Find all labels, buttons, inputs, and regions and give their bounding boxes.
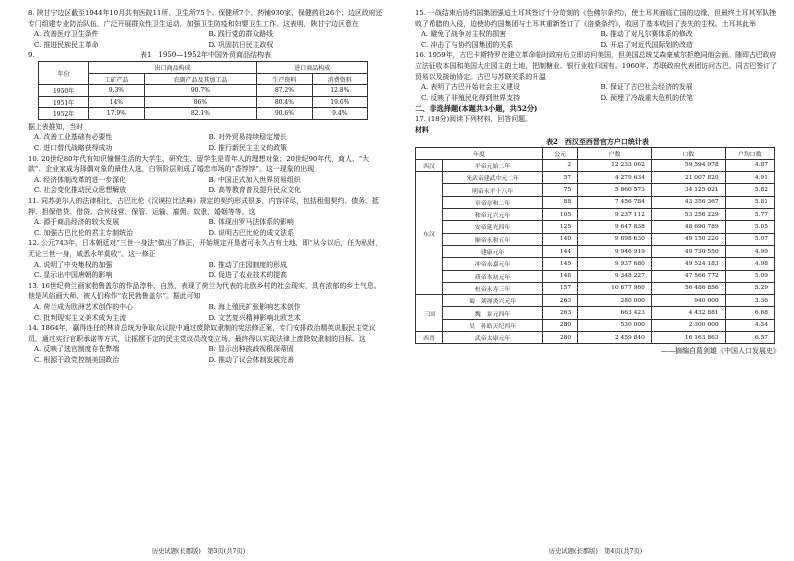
option-c[interactable]: C. 推进民族民主革命 — [34, 40, 99, 49]
option-c[interactable]: C. 根源于政党控制美国政治 — [34, 355, 120, 364]
dynasty-cell: 东汉 — [416, 172, 443, 295]
question-stem: 16. 1959年，古巴卡斯特罗在建立革命临时政府后立即访问美国，但美国总统艾森豪威尔拒绝同他会面。随即古巴政府立法征收本国和美国大庄园主的土地，把制糖业、银行业收归国有。1960年，苏联政府代表团访问古巴，同古巴签订了贸易以及援助协定。古巴与苏联关系的升温 — [415, 51, 778, 81]
row-year: 1951年 — [39, 96, 89, 108]
reign-cell: 桓帝永寿三年 — [443, 282, 543, 294]
option-d[interactable]: D. 推行新民主主义的政策 — [208, 144, 288, 153]
question-stem: 10. 20世纪80年代有知识憧憬生活的大学生、研究生、留学生是青年人的理想对象；20世纪90年代，商人、“大款”、企业家成为择偶对象的最佳人选，白领阶层则成了婚恋市场的“香饽饽”。这一现象的出现 — [28, 154, 370, 174]
option-b[interactable]: B. 保证了古巴社会经济的发展 — [600, 83, 693, 92]
cell: 90.6% — [257, 108, 312, 120]
reign-cell: 质帝本初元年 — [443, 270, 543, 282]
hh-cell: 7 456 784 — [578, 196, 652, 208]
table-row — [416, 245, 775, 257]
avg-cell: 5.09 — [725, 270, 774, 282]
hh-cell: 9 237 112 — [578, 209, 652, 221]
question-8 — [28, 8, 383, 50]
option-c[interactable]: C. 反映了非殖民化得到世界支持 — [421, 93, 520, 102]
options — [421, 29, 780, 50]
option-a[interactable]: A. 改善工业基础有必要性 — [34, 133, 113, 142]
pop-cell: 2 300 000 — [651, 319, 725, 331]
options — [34, 132, 383, 153]
reign-cell: 魏 景元四年 — [443, 307, 543, 319]
option-a[interactable]: A. 改善医疗卫生条件 — [34, 30, 99, 39]
option-a[interactable]: A. 说明了中央集权的加强 — [34, 260, 113, 269]
page-footer: 历史试题(长郡版) 第4页(共7页) — [548, 548, 643, 555]
ad-cell: 146 — [543, 270, 578, 282]
avg-cell: 5.77 — [725, 209, 774, 221]
table-row — [416, 233, 775, 245]
header-ad: 公元 — [543, 147, 578, 159]
pop-cell: 49 150 220 — [651, 233, 725, 245]
reign-cell: 建康元年 — [443, 245, 543, 257]
reign-cell: 顺帝永和五年 — [443, 233, 543, 245]
reign-cell: 章帝章和二年 — [443, 196, 543, 208]
hh-cell: 9 946 919 — [578, 245, 652, 257]
ad-cell: 2 — [543, 159, 578, 171]
options — [34, 175, 383, 196]
hh-cell: 9 937 680 — [578, 258, 652, 270]
hh-cell: 2 459 840 — [578, 331, 652, 343]
options — [34, 260, 383, 281]
ad-cell: 263 — [543, 295, 578, 307]
ad-cell: 125 — [543, 221, 578, 233]
ad-cell: 280 — [543, 331, 578, 343]
header-avg: 户均口数 — [725, 147, 774, 159]
avg-cell: 5.07 — [725, 233, 774, 245]
subheader: 农副产品及其加工品 — [144, 73, 257, 85]
pop-cell: 43 356 367 — [651, 196, 725, 208]
avg-cell: 5.82 — [725, 184, 774, 196]
question-stem: 12. 公元743年，日本朝廷对“三世一身法”做出了修正，开始规定开垦者可永久占有土地，即“从今以后，任为私财，无论三世一身，咸悉永年莫收”。这一修正 — [28, 239, 382, 258]
option-b[interactable]: B. 体现出罗马法体系的影响 — [208, 218, 294, 227]
table-row — [416, 307, 775, 319]
reign-cell: 蜀 刘禅炎兴元年 — [443, 295, 543, 307]
reign-cell: 武帝太康元年 — [443, 331, 543, 343]
question-stem: 据上表推知，当时 — [28, 122, 84, 131]
reign-cell: 平帝元始二年 — [443, 159, 543, 171]
header-population: 口数 — [651, 147, 725, 159]
option-d[interactable]: D. 促进了农业技术的提高 — [208, 271, 288, 280]
ad-cell: 280 — [543, 319, 578, 331]
hh-cell: 530 000 — [578, 319, 652, 331]
question-stem: 13. 16世纪荷兰画家勃鲁盖尔的作品淳朴、自然，表现了荷兰为代表的北欧乡村的社会现实，具有浓郁的乡土气息。他是风俗画大师，被人们称作“农民勃鲁盖尔”。据此可知 — [28, 281, 381, 301]
question-9 — [28, 50, 383, 153]
hh-cell: 12 233 062 — [578, 159, 652, 171]
ad-cell: 145 — [543, 258, 578, 270]
cell: 90.7% — [144, 85, 257, 97]
cell: 17.9% — [89, 108, 144, 120]
option-b[interactable]: B. 推动了庄园制度的形成 — [208, 260, 287, 269]
avg-cell: 5.29 — [725, 282, 774, 294]
table-row — [416, 209, 775, 221]
avg-cell: 4.87 — [725, 159, 774, 171]
table-row — [416, 159, 775, 171]
option-d[interactable]: D. 开启了对近代国际划的改造 — [600, 40, 693, 49]
hh-cell: 663 423 — [578, 307, 652, 319]
hh-cell: 9 348 227 — [578, 270, 652, 282]
trade-structure-table — [38, 61, 368, 120]
dynasty-cell: 三国 — [416, 295, 443, 332]
subheader: 工矿产品 — [89, 73, 144, 85]
option-a[interactable]: A. 源于商品经济的较大发展 — [34, 218, 120, 227]
material-label: 材料 — [415, 125, 429, 134]
table-row — [416, 331, 775, 343]
question-12 — [28, 238, 383, 280]
cell: 80.4% — [257, 96, 312, 108]
pop-cell: 56 486 856 — [651, 282, 725, 294]
option-d[interactable]: D. 说明古巴比伦的成文法系 — [208, 228, 294, 237]
option-d[interactable]: D. 文艺复兴精神影响北欧艺术 — [208, 313, 301, 322]
reign-cell: 吴 孙皓天纪四年 — [443, 319, 543, 331]
table-row — [39, 108, 368, 120]
question-13 — [28, 281, 383, 323]
table-row — [416, 172, 775, 184]
population-table — [415, 147, 775, 345]
hh-cell: 9 647 838 — [578, 221, 652, 233]
question-stem: 14. 1864年，赢得连任的林肯总统为争取众议院中通过废除奴隶制的宪法修正案，专门安排政治精英说服民主党议员，通过实行官职承诺等方式，让摇摆不定的民主党议员改变立场，最终得以实现法律上废除奴隶制的目标。这 — [28, 324, 376, 343]
question-stem: 8. 陕甘宁边区截至1944年10月共有医院11所、卫生所75个、保健所7个、药铺930家、保健药社26个；边区政府还专门组建专业防治队伍，广泛开展群众性卫生运动，加强卫生防疫和妇婴卫生工作。这表明，陕甘宁边区意在 — [28, 9, 383, 28]
cell: 9.3% — [89, 85, 144, 97]
pop-cell: 49 524 183 — [651, 258, 725, 270]
page-footer: 历史试题(长郡版) 第3页(共7页) — [151, 548, 246, 555]
table-row — [416, 184, 775, 196]
pop-cell: 48 690 789 — [651, 221, 725, 233]
dynasty-cell: 西晋 — [416, 331, 443, 343]
option-b[interactable]: B. 海上殖民扩张影响艺术创作 — [208, 302, 301, 311]
ad-cell: 263 — [543, 307, 578, 319]
subheader: 生产资料 — [257, 73, 312, 85]
option-d[interactable]: D. 巩固抗日民主政权 — [208, 40, 274, 49]
reign-cell: 明帝永平十八年 — [443, 184, 543, 196]
table-body — [416, 159, 775, 343]
cell: 87.2% — [257, 85, 312, 97]
header-export: 出口商品构成 — [89, 62, 257, 74]
cell: 82.1% — [144, 108, 257, 120]
header-year: 年度 — [416, 147, 543, 159]
option-b[interactable]: B. 显示出种族歧视根深蒂固 — [208, 345, 294, 354]
question-11 — [28, 196, 383, 238]
options — [34, 29, 383, 50]
avg-cell: 4.34 — [725, 319, 774, 331]
option-a[interactable]: A. 反映了选官制度存在弊端 — [34, 345, 120, 354]
avg-cell: 4.98 — [725, 258, 774, 270]
options — [34, 302, 383, 323]
options — [34, 344, 383, 365]
table-row — [39, 85, 368, 97]
ad-cell: 57 — [543, 172, 578, 184]
hh-cell: 10 677 960 — [578, 282, 652, 294]
hh-cell: 5 860 573 — [578, 184, 652, 196]
option-d[interactable]: D. 高等教育普及提升民众文化 — [208, 186, 301, 195]
option-b[interactable]: B. 对外贸易持续稳定增长 — [208, 133, 287, 142]
avg-cell: 6.57 — [725, 331, 774, 343]
pop-cell: 59 594 978 — [651, 159, 725, 171]
reign-cell: 光武帝建武中元二年 — [443, 172, 543, 184]
cell: 14% — [89, 96, 144, 108]
ad-cell: 140 — [543, 233, 578, 245]
row-year: 1952年 — [39, 108, 89, 120]
avg-cell: 4.91 — [725, 172, 774, 184]
cell: 19.6% — [312, 96, 367, 108]
table-row — [416, 196, 775, 208]
option-b[interactable]: B. 中国正式加入世界贸易组织 — [208, 175, 301, 184]
header-import: 进口商品构成 — [257, 62, 368, 74]
option-a[interactable]: A. 表明了古巴开始社会主义建设 — [421, 83, 520, 92]
avg-cell: 4.99 — [725, 245, 774, 257]
avg-cell: 5.05 — [725, 221, 774, 233]
option-d[interactable]: D. 推动了议会体制发展完善 — [208, 355, 294, 364]
table-row — [416, 258, 775, 270]
option-c[interactable]: C. 冲击了与协约国集团的关系 — [421, 40, 514, 49]
pop-cell: 34 125 021 — [651, 184, 725, 196]
right-page — [397, 0, 794, 561]
table-row — [416, 319, 775, 331]
options — [34, 217, 383, 238]
section-heading: 二、非选择题(本题共3小题，共52分) — [415, 104, 538, 114]
option-c[interactable]: C. 加强古巴比伦的君主专制统治 — [34, 228, 133, 237]
subheader: 消费资料 — [312, 73, 367, 85]
question-17-stem: 17. (18分)阅读下列材料，回答问题。 — [415, 115, 532, 124]
option-b[interactable]: B. 践行党的群众路线 — [208, 30, 274, 39]
cell: 9.4% — [312, 108, 367, 120]
question-10 — [28, 154, 383, 196]
option-b[interactable]: B. 推动了对凡尔赛体系的修改 — [600, 30, 693, 39]
dynasty-cell: 西汉 — [416, 159, 443, 171]
hh-cell: 280 000 — [578, 295, 652, 307]
table-row — [39, 96, 368, 108]
question-14 — [28, 323, 383, 365]
option-c[interactable]: C. 社会变化推动民众思想解放 — [34, 186, 127, 195]
ad-cell: 75 — [543, 184, 578, 196]
question-16 — [415, 50, 780, 103]
table-row — [416, 221, 775, 233]
pop-cell: 49 730 550 — [651, 245, 725, 257]
header-households: 户数 — [578, 147, 652, 159]
header-year: 年份 — [39, 62, 89, 85]
table-row — [416, 270, 775, 282]
ad-cell: 88 — [543, 196, 578, 208]
option-a[interactable]: A. 经济体制改革的进一步深化 — [34, 175, 127, 184]
option-d[interactable]: D. 预埋了冷战重大危机的伏笔 — [600, 93, 693, 102]
table-row — [416, 295, 775, 307]
avg-cell: 5.81 — [725, 196, 774, 208]
pop-cell: 16 163 863 — [651, 331, 725, 343]
pop-cell: 940 000 — [651, 295, 725, 307]
ad-cell: 157 — [543, 282, 578, 294]
pop-cell: 21 007 820 — [651, 172, 725, 184]
ad-cell: 144 — [543, 245, 578, 257]
cell: 86% — [144, 96, 257, 108]
option-c[interactable]: C. 进口替代战略获得成功 — [34, 144, 113, 153]
row-year: 1950年 — [39, 85, 89, 97]
options — [421, 82, 780, 103]
option-a[interactable]: A. 避免了战争对主权的损害 — [421, 30, 507, 39]
ad-cell: 105 — [543, 209, 578, 221]
option-c[interactable]: C. 显示出中国唐朝的影响 — [34, 271, 113, 280]
source-note: ——摘编自葛剑雄《中国人口发展史》 — [661, 347, 780, 356]
option-c[interactable]: C. 批判现实主义美术成为主流 — [34, 313, 127, 322]
pop-cell: 4 432 881 — [651, 307, 725, 319]
reign-cell: 安帝延光四年 — [443, 221, 543, 233]
avg-cell: 6.68 — [725, 307, 774, 319]
table-caption: 表2 西汉至西晋官方户口统计表 — [546, 136, 649, 146]
question-stem: 11. 同苏美尔人的法律相比，古巴比伦《汉谟拉比法典》规定的契约形式很多，内容详尽，包括租佃契约、债务、抵押、担保借贷、借贷、合伙经营、保管、运输、雇佣、奴隶、婚姻等等。这 — [28, 197, 379, 216]
pop-cell: 47 566 772 — [651, 270, 725, 282]
question-number: 9. — [28, 51, 35, 60]
cell: 12.8% — [312, 85, 367, 97]
question-stem: 15. 一战结束后协约国集团强迫土耳其签订十分苛刻的《色佛尔条约》，使土耳其面临亡国的边缘，但最终土耳其军队挫败了希腊的入侵，迫使协约国集团与土耳其重新签订了《洛桑条约》，收回了基本收回了丧失的主权。土耳其此举 — [415, 9, 777, 28]
question-15 — [415, 8, 780, 50]
reign-cell: 冲帝永嘉元年 — [443, 258, 543, 270]
pop-cell: 53 256 229 — [651, 209, 725, 221]
table-caption: 表1 1950—1952年中国外贸商品结构表 — [139, 51, 272, 60]
table-row — [416, 282, 775, 294]
avg-cell: 3.36 — [725, 295, 774, 307]
hh-cell: 4 279 634 — [578, 172, 652, 184]
option-a[interactable]: A. 荷兰成为欧洲艺术创作的中心 — [34, 302, 133, 311]
hh-cell: 9 698 630 — [578, 233, 652, 245]
reign-cell: 和帝元兴元年 — [443, 209, 543, 221]
